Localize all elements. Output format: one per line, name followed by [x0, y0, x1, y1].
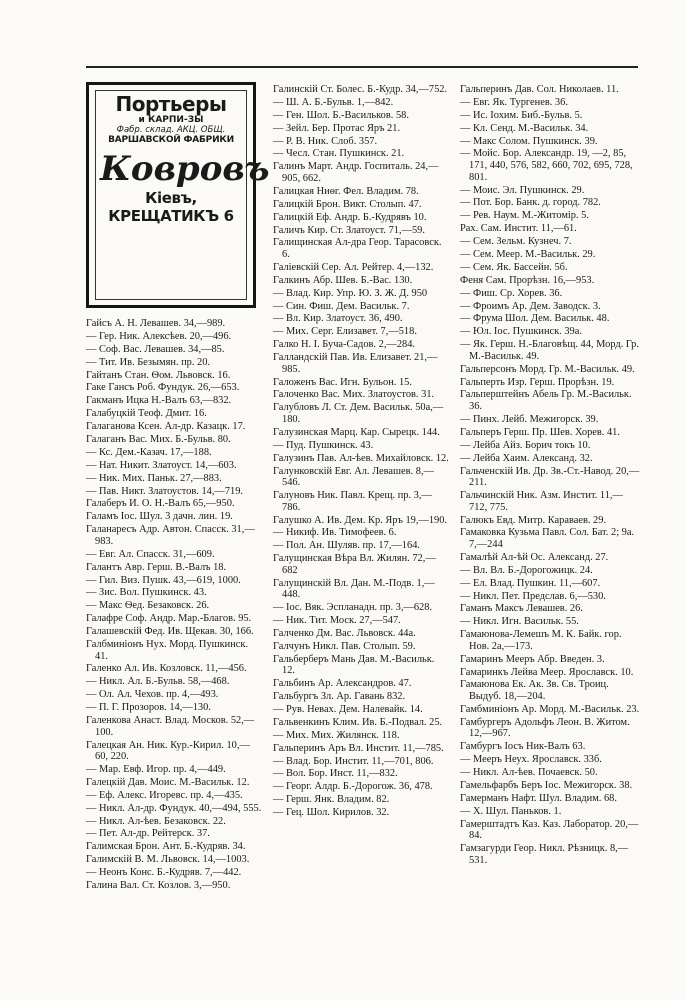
- directory-entry: — Зейл. Бер. Протас Яръ 21.: [273, 122, 401, 134]
- directory-entry: Галунковскій Евг. Ал. Левашев. 8,—546.: [273, 465, 434, 489]
- directory-entry: — Нат. Никит. Златоуст. 14,—603.: [86, 459, 237, 471]
- directory-entry: — Соф. Вас. Левашев. 34,—85.: [86, 343, 225, 355]
- directory-entry: — Мих. Мих. Жилянск. 118.: [273, 729, 400, 741]
- carpet-advertisement: [86, 82, 270, 308]
- directory-entry: Гальперинъ Аръ Вл. Инстит. 11,—785.: [273, 742, 444, 754]
- directory-entry: Гамельфарбъ Беръ Іос. Межигорск. 38.: [460, 780, 633, 792]
- directory-entry: Гальчинскій Ник. Азм. Инстит. 11,—712, 775.: [460, 490, 623, 513]
- directory-entry: Галландскій Пав. Ив. Елизавет. 21,—985.: [273, 352, 438, 375]
- directory-entry: — Моис. Эл. Пушкинск. 29.: [460, 184, 585, 196]
- directory-entry: — Евг. Як. Тургенев. 36.: [460, 96, 568, 108]
- directory-entry: Галафре Соф. Андр. Мар.-Благов. 95.: [86, 613, 252, 625]
- directory-entry: Галченко Дм. Вас. Львовск. 44а.: [273, 627, 416, 639]
- directory-entry: Гальберберъ Мань Дав. М.-Васильк. 12.: [273, 653, 435, 677]
- directory-entry: — Лейба Хаим. Александ. 32.: [460, 452, 593, 464]
- directory-entry: — Никл. Ал-др. Фундук. 40,—494, 555.: [86, 802, 262, 814]
- directory-entry: — Никл. Ал. Б.-Бульв. 58,—468.: [86, 676, 230, 688]
- directory-entry: Галіевскій Сер. Ал. Рейтер. 4,—132.: [273, 261, 434, 273]
- directory-entry: Галкинъ Абр. Шев. Б.-Вас. 130.: [273, 274, 413, 286]
- directory-entry: Гальвенкинъ Клим. Ив. Б.-Подвал. 25.: [273, 716, 443, 728]
- directory-entry: Галузинъ Пав. Ал-ѣев. Михайловск. 12.: [273, 452, 449, 464]
- directory-entry: Гамерштадтъ Каз. Каз. Лаборатор. 20,—84.: [460, 818, 639, 842]
- ad-line-1: Фабр. склад. АКЦ. ОБЩ.: [116, 125, 226, 135]
- directory-entry: Галищинская Ал-дра Геор. Тарасовск. 6.: [273, 237, 442, 260]
- directory-entry: Галашевскій Фед. Ив. Щекав. 30, 166.: [86, 626, 254, 638]
- directory-entry: Галущинская Вѣра Вл. Жилян. 72,—682: [273, 553, 436, 576]
- directory-entry: Гальперть Изр. Герш. Прорѣзн. 19.: [460, 376, 615, 388]
- directory-entry: Феня Сам. Прорѣзн. 16,—953.: [460, 274, 595, 286]
- directory-entry: Рах. Сам. Инстит. 11,—61.: [460, 223, 577, 235]
- directory-entry: Гамбминіонъ Ар. Морд. М.-Васильк. 23.: [460, 703, 640, 715]
- directory-entry: — Влад. Бор. Инстит. 11,—701, 806.: [273, 755, 434, 767]
- directory-entry: Гальперъ Герш. Пр. Шев. Хорев. 41.: [460, 426, 620, 438]
- directory-entry: — Кс. Дем.-Казач. 17,—188.: [86, 446, 212, 458]
- directory-entry: Галантъ Авр. Герш. В.-Валъ 18.: [86, 561, 227, 573]
- directory-entry: Галичъ Кир. Ст. Златоуст. 71,—59.: [273, 224, 425, 236]
- column-left: [86, 318, 262, 893]
- directory-entry: Гамерманъ Нафт. Шул. Владим. 68.: [460, 792, 617, 804]
- directory-entry: Гайсъ А. Н. Левашев. 34,—989.: [86, 318, 226, 329]
- directory-entry: Галчунъ Никл. Пав. Столып. 59.: [273, 640, 416, 652]
- directory-entry: Гамаковка Кузьма Павл. Сол. Бат. 2; 9а. 7,—244: [460, 527, 635, 550]
- directory-entry: — Ол. Ал. Чехов. пр. 4,—493.: [86, 689, 219, 701]
- directory-entry: — Мееръ Неух. Ярославск. 33б.: [460, 754, 602, 766]
- directory-entry: Гамалѣй Ал-ѣй Ос. Александ. 27.: [460, 551, 609, 563]
- directory-entry: — Сем. Зельм. Кузнеч. 7.: [460, 236, 572, 248]
- directory-entry: Галанаресъ Адр. Автон. Спасск. 31,—983.: [86, 524, 255, 547]
- directory-entry: — Евг. Ал. Спасск. 31,—609.: [86, 548, 215, 560]
- directory-entry: — П. Г. Прозоров. 14,—130.: [86, 702, 211, 714]
- ad-title: Портьеры: [115, 92, 227, 116]
- directory-entry: — Вл. Вл. Б.-Дорогожицк. 24.: [460, 564, 593, 576]
- directory-entry: Галицкій Еф. Андр. Б.-Кудрявъ 10.: [273, 211, 427, 223]
- directory-entry: — Никл. Игн. Васильк. 55.: [460, 616, 579, 628]
- directory-entry: Гальбургъ Зл. Ар. Гавань 832.: [273, 691, 406, 703]
- directory-entry: — Зис. Вол. Пушкинск. 43.: [86, 587, 207, 599]
- directory-entry: — Никл. Пет. Предслав. 6,—530.: [460, 590, 606, 602]
- directory-entry: Гамбургъ Іосъ Ник-Валъ 63.: [460, 741, 586, 753]
- directory-entry: Галимская Брон. Ант. Б.-Кудряв. 34.: [86, 841, 246, 853]
- directory-entry: — Рув. Невах. Дем. Налевайк. 14.: [273, 703, 423, 715]
- directory-entry: — Пол. Ан. Шуляв. пр. 17,—164.: [273, 540, 420, 552]
- directory-entry: — Ис. Іохим. Биб.-Бульв. 5.: [460, 109, 583, 121]
- directory-entry: Галубловъ Л. Ст. Дем. Васильк. 50а,—180.: [273, 402, 444, 425]
- directory-entry: Гальперсонъ Морд. Гр. М.-Васильк. 49.: [460, 363, 635, 375]
- directory-entry: — Макс Солом. Пушкинск. 39.: [460, 135, 598, 147]
- directory-entry: — Никл. Ал-ѣев. Почаевск. 50.: [460, 767, 598, 779]
- directory-entry: Галабуцкій Теоф. Дмит. 16.: [86, 408, 207, 420]
- directory-entry: — Георг. Алдр. Б.-Дорогож. 36, 478.: [273, 781, 433, 793]
- directory-entry: — Неонъ Конс. Б.-Кудряв. 7,—442.: [86, 867, 242, 879]
- directory-entry: Гальбинъ Ар. Александров. 47.: [273, 678, 412, 690]
- directory-entry: Галко Н. І. Буча-Садов. 2,—284.: [273, 339, 415, 351]
- directory-entry: Галбминіонъ Нух. Морд. Пушкинск. 41.: [86, 638, 249, 662]
- directory-entry: — Фиш. Ср. Хорев. 36.: [460, 287, 563, 299]
- directory-entry: — Ген. Шол. Б.-Васильков. 58.: [273, 109, 409, 121]
- directory-entry: — Гил. Виз. Пушк. 43,—619, 1000.: [86, 574, 241, 586]
- directory-entry: — Р. В. Ник. Слоб. 357.: [273, 135, 378, 147]
- directory-entry: Галецкій Дав. Моис. М.-Васильк. 12.: [86, 776, 250, 788]
- directory-entry: — Герш. Янк. Владим. 82.: [273, 794, 390, 806]
- directory-entry: — Лейба Айз. Борич токъ 10.: [460, 439, 591, 451]
- directory-entry: — Влад. Кир. Упр. Ю. З. Ж. Д. 950: [273, 287, 428, 299]
- directory-entry: Гамбургеръ Адольфъ Леон. В. Житом. 12,—967.: [460, 716, 630, 740]
- top-rule: [86, 66, 638, 68]
- directory-entry: Галецкая Ан. Ник. Кур.-Кирил. 10,—60, 220.: [86, 739, 250, 763]
- directory-entry: Галинъ Март. Андр. Госпиталь. 24,—905, 662.: [273, 161, 439, 184]
- directory-entry: Гальченскій Ив. Др. Зв.-Ст.-Навод. 20,—211.: [460, 465, 640, 489]
- directory-entry: Галимскій В. М. Львовск. 14,—1003.: [86, 854, 250, 866]
- directory-entry: — Вол. Бор. Инст. 11,—832.: [273, 768, 398, 780]
- directory-entry: Галаберъ И. О. Н.-Валъ 65,—950.: [86, 498, 235, 510]
- directory-entry: — Никл. Ал-ѣев. Безаковск. 22.: [86, 815, 226, 827]
- directory-entry: — Мойс. Бор. Александр. 19, —2, 85, 171, 440, 576, 582, 660, 702, 695, 728, 801.: [460, 148, 633, 183]
- directory-entry: Гальперинъ Дав. Сол. Николаев. 11.: [460, 84, 619, 95]
- directory-entry: Галицкая Ниѳг. Фел. Владим. 78.: [273, 185, 419, 197]
- directory-entry: Галюкъ Евд. Митр. Караваев. 29.: [460, 514, 607, 526]
- directory-entry: — Ел. Влад. Пушкин. 11,—607.: [460, 577, 601, 589]
- directory-entry: — Рев. Наум. М.-Житомір. 5.: [460, 210, 589, 222]
- directory-entry: Галенкова Анаст. Влад. Москов. 52,—100.: [86, 715, 255, 738]
- directory-entry: Гамаринъ Мееръ Абр. Введен. 3.: [460, 653, 605, 665]
- column-middle: [273, 84, 449, 820]
- directory-entry: Гальперштейнъ Абель Гр. М.-Васильк. 36.: [460, 389, 632, 413]
- directory-entry: — Пет. Ал-др. Рейтерск. 37.: [86, 828, 210, 840]
- directory-entry: — Пав. Никт. Златоустов. 14,—719.: [86, 485, 244, 497]
- directory-entry: — Макс Ѳед. Безаковск. 26.: [86, 600, 210, 612]
- directory-entry: — Чесл. Стан. Пушкинск. 21.: [273, 148, 405, 160]
- directory-entry: Гамаринкъ Лейва Меер. Ярославск. 10.: [460, 666, 634, 678]
- directory-entry: Гамаюнова-Лемешъ М. К. Байк. гор. Нов. 2а,—173.: [460, 629, 622, 652]
- directory-entry: — Син. Фиш. Дем. Васильк. 7.: [273, 300, 410, 312]
- directory-entry: Галинскій Ст. Болес. Б.-Кудр. 34,—752.: [273, 84, 448, 95]
- advertisement-frame: [95, 90, 270, 300]
- directory-entry: Галаганъ Вас. Мих. Б.-Бульв. 80.: [86, 434, 231, 446]
- directory-entry: Галамъ Іос. Шул. 3 дачн. лин. 19.: [86, 511, 233, 523]
- directory-entry: — Сем. Меер. М.-Васильк. 29.: [460, 248, 596, 260]
- directory-entry: — Ник. Мих. Паньк. 27,—883.: [86, 472, 222, 484]
- directory-entry: — Еф. Алекс. Игоревс. пр. 4,—435.: [86, 789, 243, 801]
- directory-entry: — Фрума Шол. Дем. Васильк. 48.: [460, 313, 610, 325]
- directory-entry: — Ник. Тит. Моск. 27,—547.: [273, 615, 401, 627]
- directory-entry: Галуновъ Ник. Павл. Крещ. пр. 3,—786.: [273, 490, 432, 513]
- directory-entry: Гаке Гансъ Роб. Фундук. 26,—653.: [86, 382, 240, 394]
- directory-entry: — Ш. А. Б.-Бульв. 1,—842.: [273, 96, 394, 108]
- directory-entry: — Вл. Кир. Златоуст. 36, 490.: [273, 313, 403, 325]
- directory-entry: — Гец. Шол. Кирилов. 32.: [273, 807, 390, 819]
- directory-entry: Галоченко Вас. Мих. Златоустов. 31.: [273, 389, 435, 401]
- directory-entry: Гайтанъ Стан. Ѳом. Львовск. 16.: [86, 369, 231, 381]
- column-right: [460, 84, 640, 868]
- directory-entry: — Фроимъ Ар. Дем. Заводск. 3.: [460, 300, 601, 312]
- directory-entry: — Іос. Вяк. Эспланадн. пр. 3,—628.: [273, 602, 433, 614]
- directory-entry: Галушко А. Ив. Дем. Кр. Яръ 19,—190.: [273, 514, 448, 526]
- directory-entry: Галина Вал. Ст. Козлов. 3,—950.: [86, 880, 231, 891]
- directory-entry: — Мих. Серг. Елизавет. 7,—518.: [273, 326, 417, 338]
- directory-entry: — Гер. Ник. Алексѣев. 20,—496.: [86, 330, 232, 342]
- directory-entry: Галенко Ал. Ив. Козловск. 11,—456.: [86, 663, 247, 675]
- directory-entry: — Сем. Як. Бассейн. 5б.: [460, 261, 568, 273]
- directory-entry: Галоженъ Вас. Игн. Бульон. 15.: [273, 376, 412, 388]
- directory-entry: Галаганова Ксен. Ал-др. Казацк. 17.: [86, 421, 246, 433]
- ad-line-2: ВАРШАВСКОЙ ФАБРИКИ: [108, 135, 234, 145]
- directory-entry: Гаманъ Максъ Левашев. 26.: [460, 603, 583, 615]
- directory-entry: Гамаюнова Ек. Ак. Зв. Св. Троиц. Выдуб. 18,—204.: [460, 679, 609, 703]
- ad-subtitle: и КАРПИ-ЗЫ: [138, 115, 204, 125]
- directory-entry: — Тит. Ив. Безымян. пр. 20.: [86, 356, 211, 368]
- directory-entry: Гамзагурди Геор. Никл. Рѣзницк. 8,—531.: [460, 843, 629, 866]
- directory-entry: — Як. Герш. Н.-Благовѣщ. 44, Морд. Гр. М.-Васильк. 49.: [460, 339, 639, 362]
- directory-entry: Галицкій Брон. Викт. Столып. 47.: [273, 198, 422, 210]
- ad-address: Кіевъ, КРЕЩАТИКЪ 6: [108, 189, 234, 225]
- directory-entry: — Никиф. Ив. Тимофеев. 6.: [273, 527, 397, 539]
- directory-entry: Галузинская Марц. Кар. Сырецк. 144.: [273, 426, 440, 438]
- directory-entry: — Х. Шул. Паньков. 1.: [460, 805, 562, 817]
- directory-entry: — Пот. Бор. Банк. д. город. 782.: [460, 197, 601, 209]
- directory-entry: — Пинх. Лейб. Межигорск. 39.: [460, 413, 599, 425]
- directory-entry: — Пуд. Пушкинск. 43.: [273, 439, 374, 451]
- directory-entry: Галущинскій Вл. Дан. М.-Подв. 1,—448.: [273, 577, 435, 601]
- ad-brand: Ковровъ: [100, 149, 270, 189]
- directory-entry: Гакманъ Ицка Н.-Валъ 63,—832.: [86, 395, 232, 407]
- directory-entry: — Юл. Іос. Пушкинск. 39а.: [460, 326, 582, 338]
- directory-entry: — Кл. Сенд. М.-Васильк. 34.: [460, 122, 589, 134]
- directory-entry: — Мар. Евф. Игор. пр. 4,—449.: [86, 763, 226, 775]
